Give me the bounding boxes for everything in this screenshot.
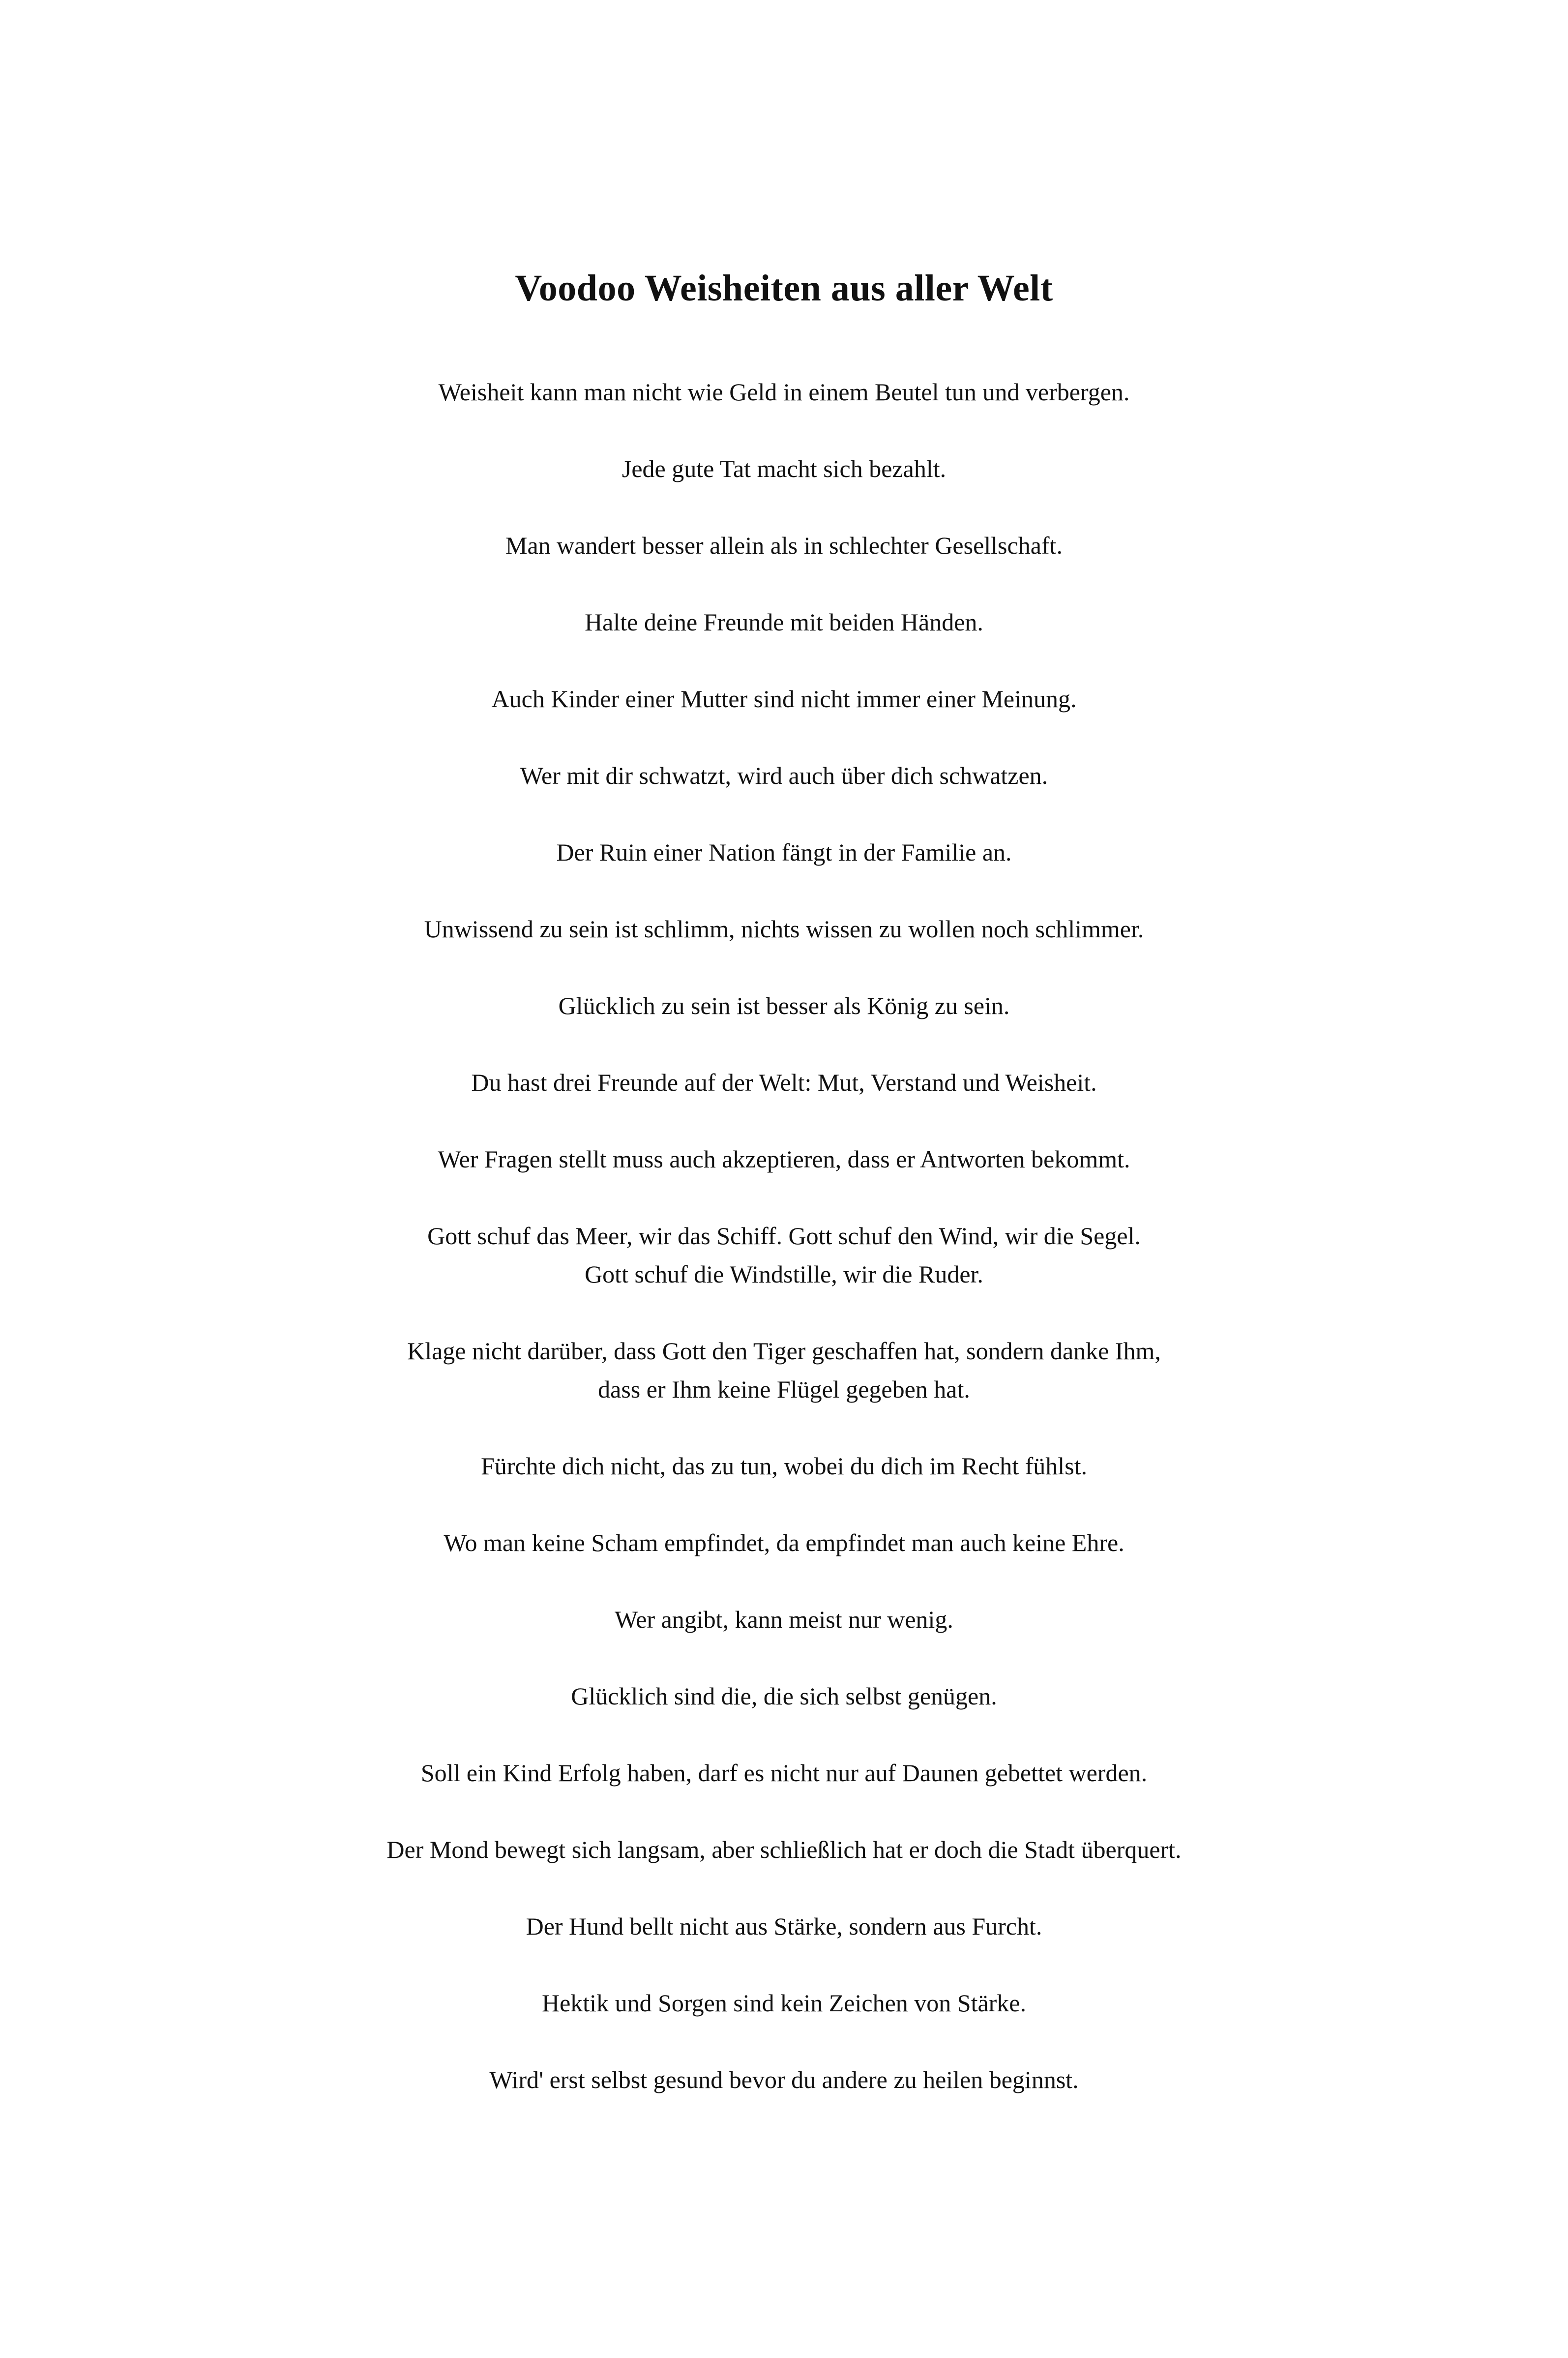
saying-line: Glücklich zu sein ist besser als König zu sein. (558, 992, 1010, 1019)
saying-item (0, 680, 1568, 718)
saying-line: Wird' erst selbst gesund bevor du andere zu heilen beginnst. (489, 2066, 1079, 2093)
saying-line: Unwissend zu sein ist schlimm, nichts wissen zu wollen noch schlimmer. (424, 915, 1144, 943)
saying-item (0, 1984, 1568, 2022)
saying-line: Fürchte dich nicht, das zu tun, wobei du dich im Recht fühlst. (480, 1452, 1088, 1480)
saying-item (0, 986, 1568, 1025)
saying-item (0, 1907, 1568, 1945)
saying-item (0, 373, 1568, 411)
saying-item (0, 1754, 1568, 1792)
saying-item (0, 603, 1568, 641)
saying-item (0, 1523, 1568, 1562)
saying-line: Hektik und Sorgen sind kein Zeichen von Stärke. (541, 1989, 1026, 2017)
saying-line: Soll ein Kind Erfolg haben, darf es nicht nur auf Daunen gebettet werden. (420, 1759, 1148, 1787)
saying-item (0, 526, 1568, 565)
saying-line: Gott schuf das Meer, wir das Schiff. Gott schuf den Wind, wir die Segel. (427, 1222, 1141, 1250)
saying-line: Man wandert besser allein als in schlechter Gesellschaft. (505, 532, 1063, 559)
saying-item (0, 1063, 1568, 1102)
saying-line: Glücklich sind die, die sich selbst genügen. (571, 1682, 997, 1710)
saying-item (0, 1830, 1568, 1869)
saying-line: Wer Fragen stellt muss auch akzeptieren, dass er Antworten bekommt. (438, 1145, 1130, 1173)
saying-item (0, 833, 1568, 871)
saying-line: Weisheit kann man nicht wie Geld in einem Beutel tun und verbergen. (438, 378, 1130, 406)
saying-item (0, 756, 1568, 795)
page-title: Voodoo Weisheiten aus aller Welt (515, 268, 1053, 309)
saying-item (0, 910, 1568, 948)
saying-item (0, 1600, 1568, 1639)
saying-item (0, 449, 1568, 488)
saying-item (0, 1447, 1568, 1485)
saying-item (0, 1332, 1568, 1408)
saying-line: Halte deine Freunde mit beiden Händen. (585, 608, 983, 636)
saying-line: Gott schuf die Windstille, wir die Ruder. (585, 1260, 983, 1288)
saying-item (0, 1140, 1568, 1178)
saying-line: Der Mond bewegt sich langsam, aber schließlich hat er doch die Stadt überquert. (386, 1836, 1182, 1863)
saying-item (0, 1677, 1568, 1715)
saying-line: dass er Ihm keine Flügel gegeben hat. (598, 1375, 970, 1403)
saying-line: Wer mit dir schwatzt, wird auch über dich schwatzen. (520, 762, 1048, 789)
saying-item (0, 1217, 1568, 1293)
saying-line: Der Ruin einer Nation fängt in der Familie an. (556, 838, 1012, 866)
saying-line: Du hast drei Freunde auf der Welt: Mut, Verstand und Weisheit. (471, 1069, 1097, 1096)
saying-line: Klage nicht darüber, dass Gott den Tiger geschaffen hat, sondern danke Ihm, (407, 1337, 1161, 1365)
saying-line: Auch Kinder einer Mutter sind nicht immer einer Meinung. (491, 685, 1077, 713)
saying-line: Wer angibt, kann meist nur wenig. (615, 1606, 953, 1633)
sayings-list (0, 373, 1568, 2137)
saying-line: Wo man keine Scham empfindet, da empfindet man auch keine Ehre. (444, 1529, 1124, 1556)
saying-item (0, 2060, 1568, 2099)
saying-line: Der Hund bellt nicht aus Stärke, sondern aus Furcht. (526, 1912, 1042, 1940)
saying-line: Jede gute Tat macht sich bezahlt. (621, 455, 947, 482)
